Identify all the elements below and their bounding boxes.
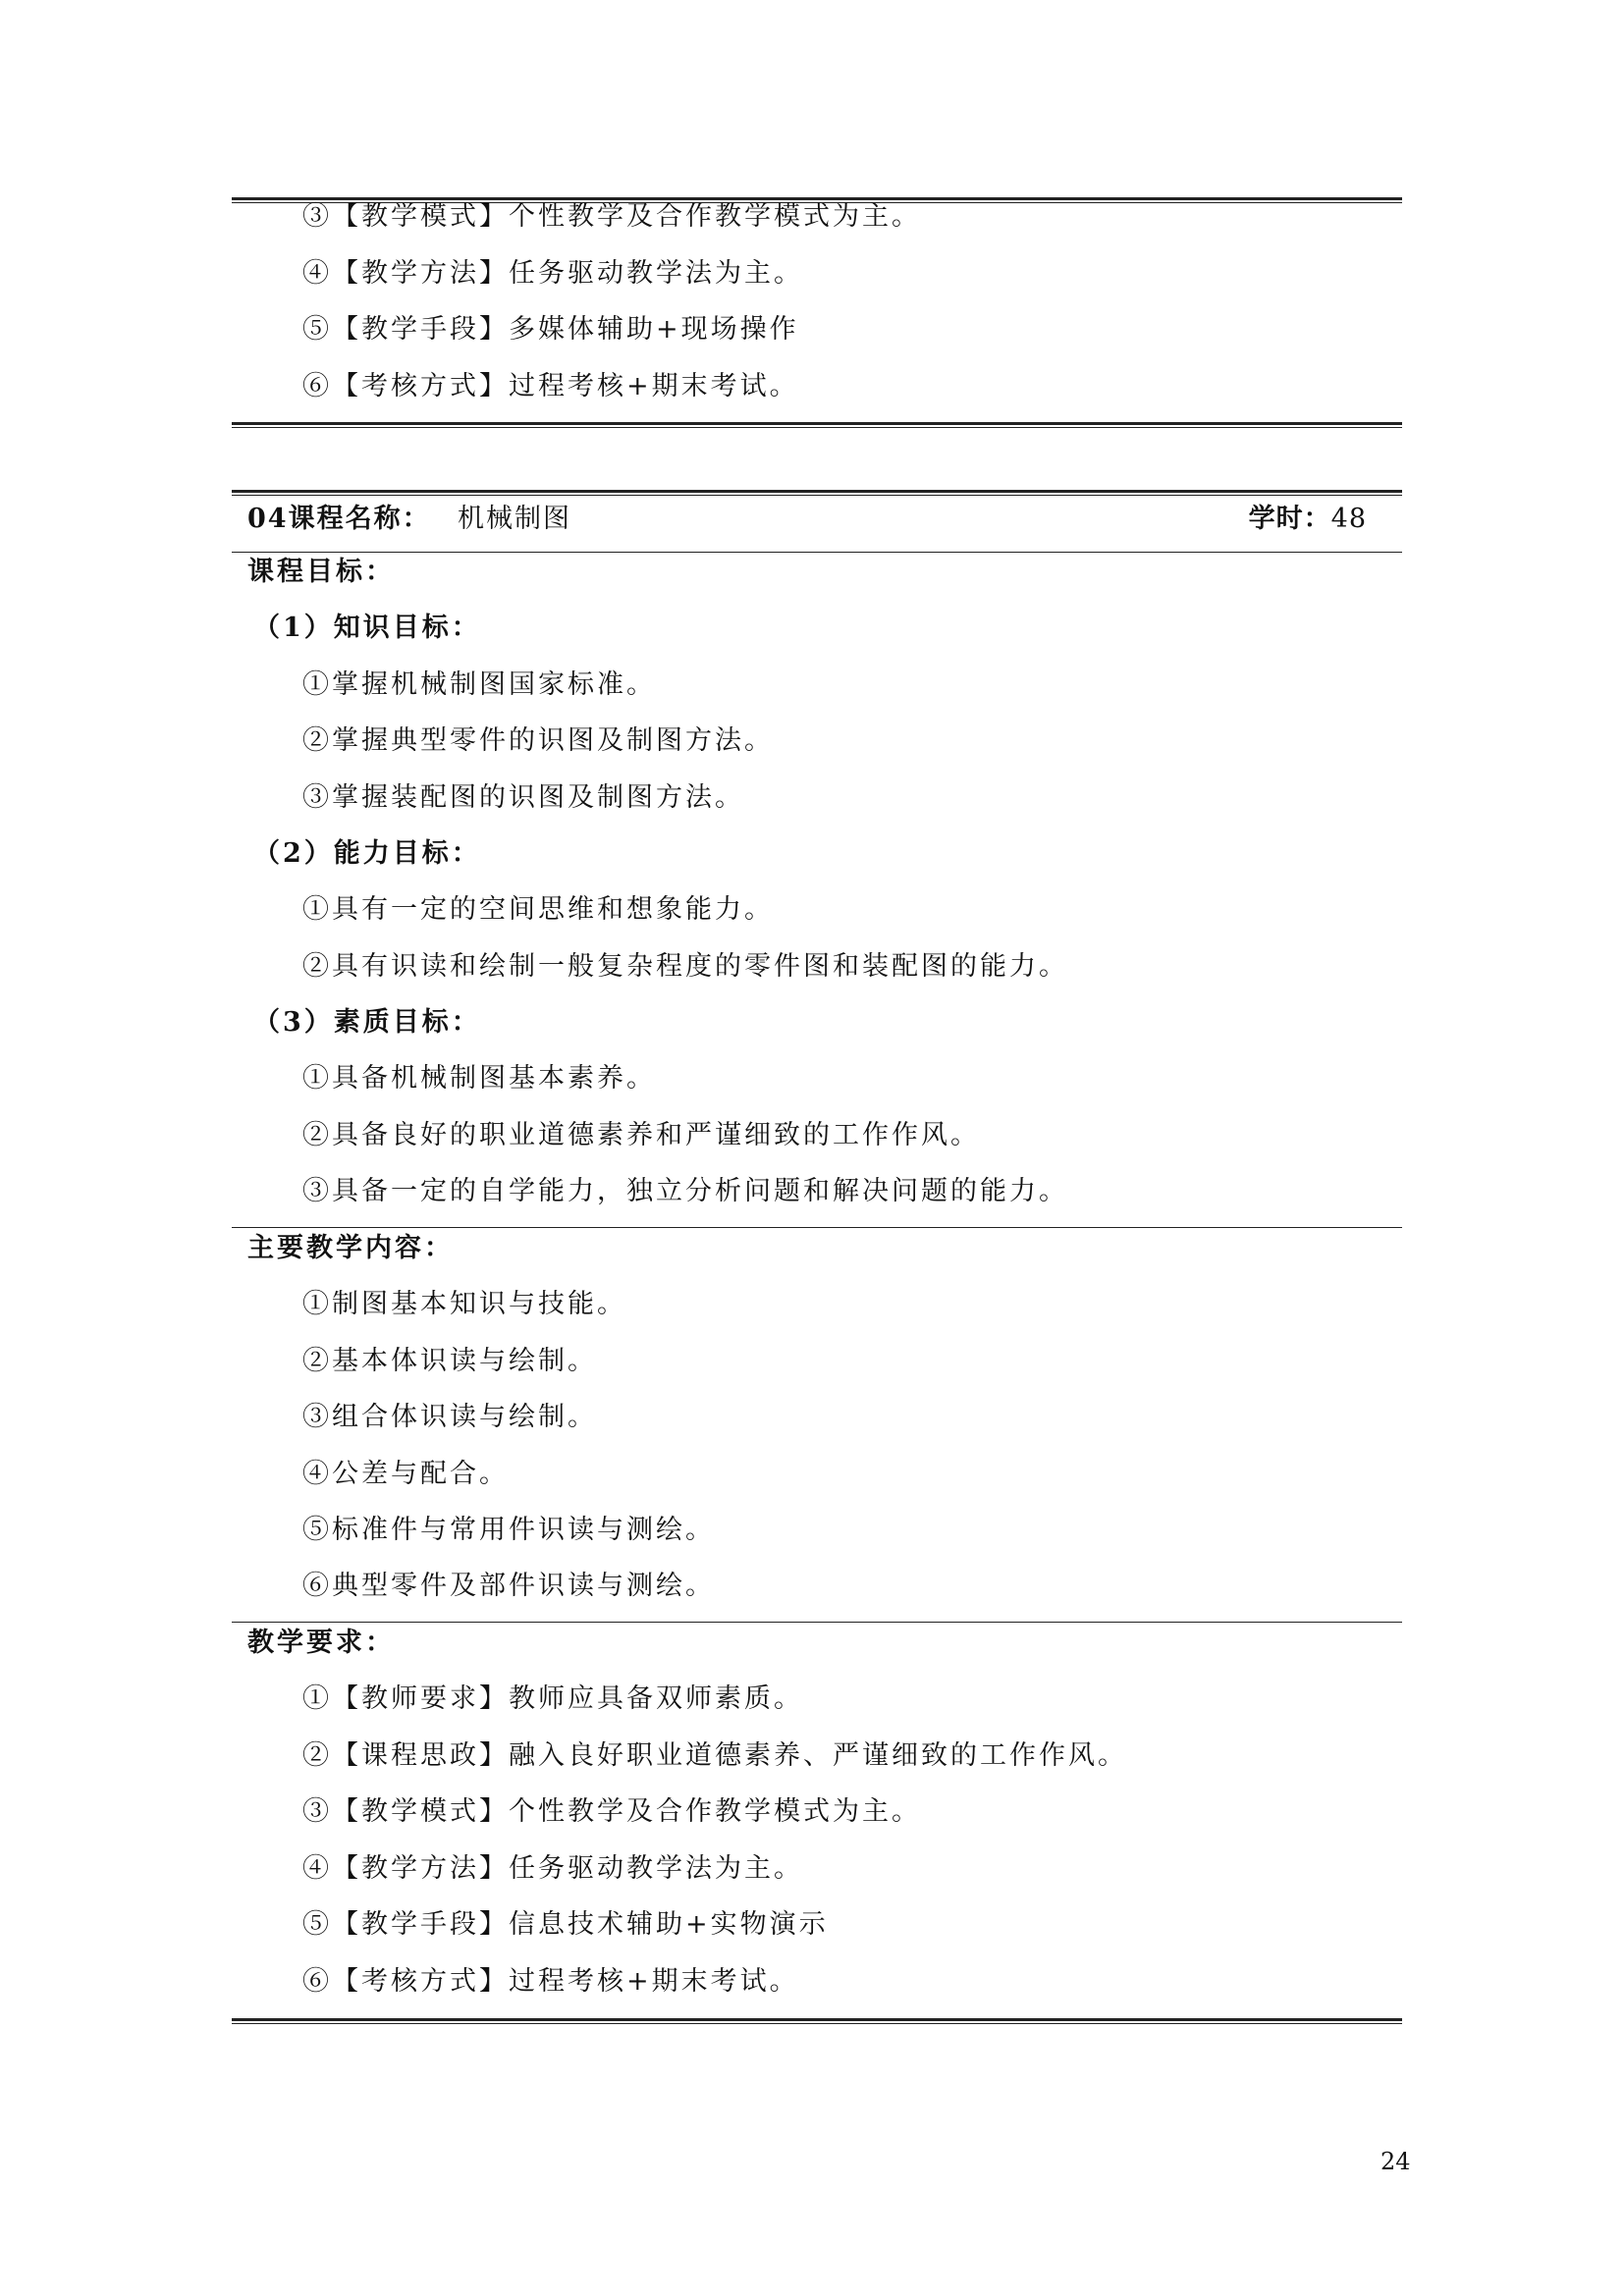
content-divider [232, 1622, 1402, 1623]
course-label: 04课程名称： [247, 504, 431, 534]
content-item: ①制图基本知识与技能。 [302, 1289, 626, 1319]
top-section-bottom-border [232, 422, 1402, 428]
page-number: 24 [1380, 2148, 1411, 2175]
top-item-4: ④【教学方法】任务驱动教学法为主。 [302, 258, 803, 289]
requirement-item: ⑤【教学手段】信息技术辅助+实物演示 [302, 1909, 829, 1940]
course-header-row [247, 497, 1367, 532]
hours-label: 学时： [1248, 504, 1331, 534]
course-name: 机械制图 [458, 504, 571, 534]
objectives-heading: 课程目标： [247, 557, 395, 587]
quality-item: ③具备一定的自学能力，独立分析问题和解决问题的能力。 [302, 1176, 1068, 1206]
objectives-divider [232, 1227, 1402, 1228]
knowledge-heading: （1）知识目标： [253, 613, 481, 643]
course-header-divider [232, 552, 1402, 553]
requirement-item: ①【教师要求】教师应具备双师素质。 [302, 1683, 803, 1714]
ability-heading: （2）能力目标： [253, 838, 481, 869]
quality-heading: （3）素质目标： [253, 1007, 481, 1038]
content-item: ④公差与配合。 [302, 1459, 509, 1489]
quality-item: ①具备机械制图基本素养。 [302, 1063, 656, 1094]
content-item: ②基本体识读与绘制。 [302, 1346, 597, 1376]
requirement-item: ④【教学方法】任务驱动教学法为主。 [302, 1853, 803, 1884]
knowledge-item: ②掌握典型零件的识图及制图方法。 [302, 725, 774, 756]
content-item: ⑥典型零件及部件识读与测绘。 [302, 1571, 715, 1601]
knowledge-item: ①掌握机械制图国家标准。 [302, 669, 656, 700]
content-item: ⑤标准件与常用件识读与测绘。 [302, 1515, 715, 1545]
content-heading: 主要教学内容： [247, 1233, 454, 1263]
course-bottom-border [232, 2018, 1402, 2024]
course-hours [1249, 497, 1367, 535]
quality-item: ②具备良好的职业道德素养和严谨细致的工作作风。 [302, 1120, 980, 1150]
requirements-heading: 教学要求： [247, 1628, 395, 1658]
requirement-item: ③【教学模式】个性教学及合作教学模式为主。 [302, 1796, 921, 1827]
ability-item: ②具有识读和绘制一般复杂程度的零件图和装配图的能力。 [302, 951, 1068, 982]
ability-item: ①具有一定的空间思维和想象能力。 [302, 894, 774, 925]
requirement-item: ②【课程思政】融入良好职业道德素养、严谨细致的工作作风。 [302, 1740, 1127, 1771]
content-item: ③组合体识读与绘制。 [302, 1402, 597, 1432]
knowledge-item: ③掌握装配图的识图及制图方法。 [302, 782, 744, 813]
hours-value: 48 [1330, 504, 1367, 534]
requirement-item: ⑥【考核方式】过程考核+期末考试。 [302, 1966, 799, 1997]
top-item-5: ⑤【教学手段】多媒体辅助+现场操作 [302, 314, 799, 345]
top-item-3: ③【教学模式】个性教学及合作教学模式为主。 [302, 201, 921, 232]
course-top-border [232, 490, 1402, 496]
top-item-6: ⑥【考核方式】过程考核+期末考试。 [302, 371, 799, 401]
